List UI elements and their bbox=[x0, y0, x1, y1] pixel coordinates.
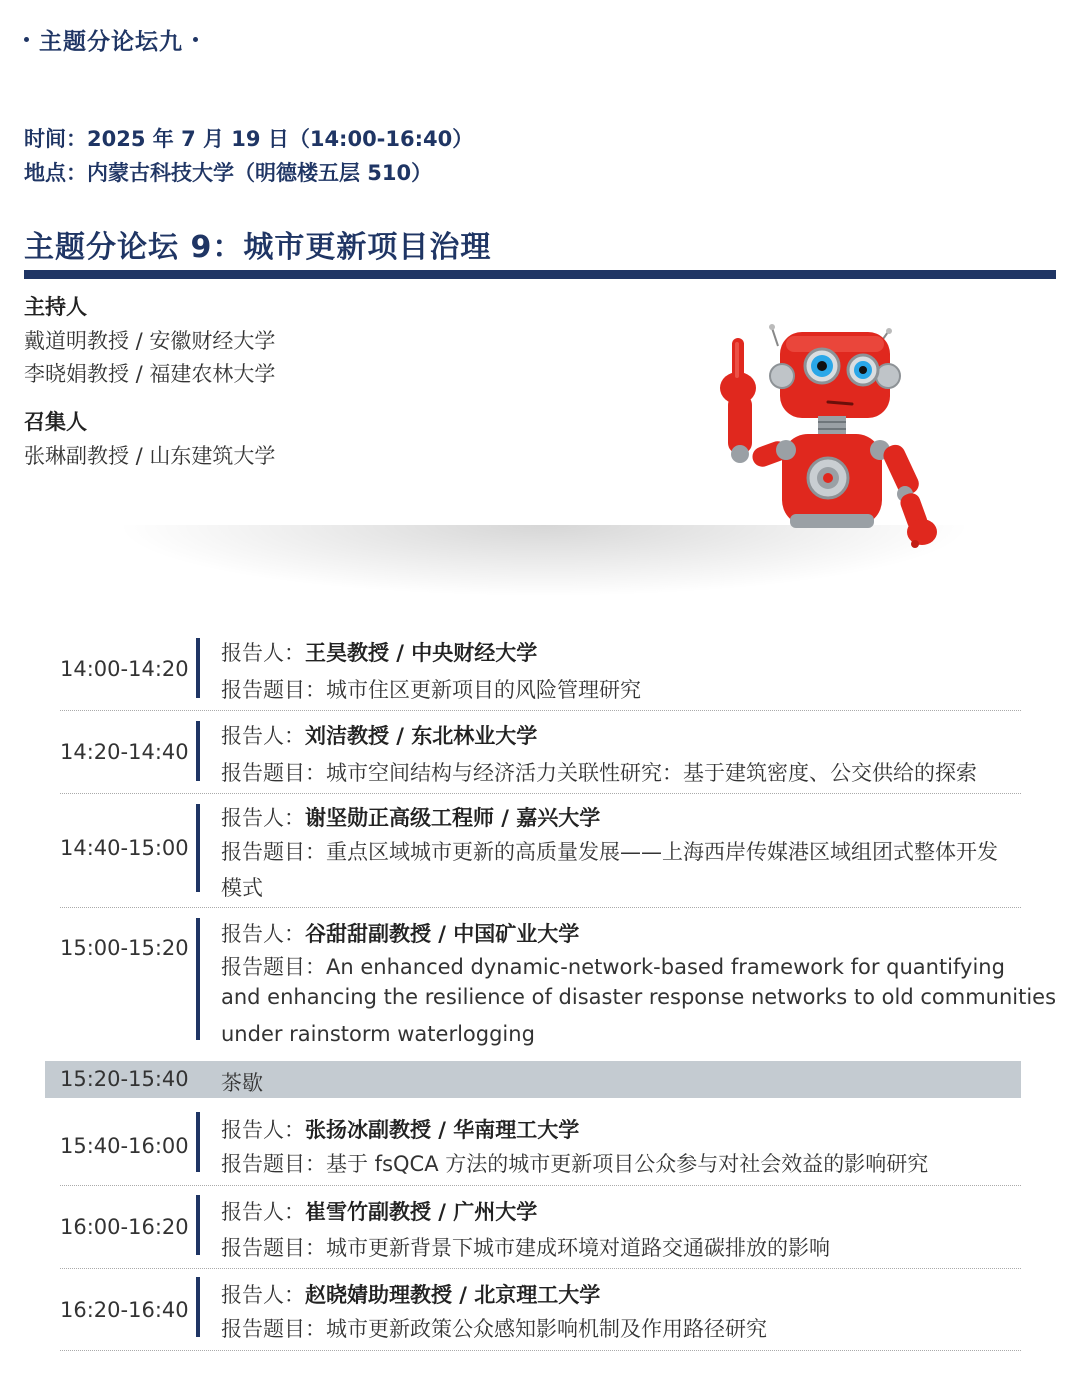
speaker-name: 张扬冰副教授 / 华南理工大学 bbox=[305, 1118, 580, 1142]
speaker-name: 王昊教授 / 中央财经大学 bbox=[305, 641, 538, 665]
topic-line: 报告题目：城市住区更新项目的风险管理研究 bbox=[221, 678, 641, 702]
session-time: 14:20-14:40 bbox=[60, 740, 189, 764]
topic-line: 报告题目：基于 fsQCA 方法的城市更新项目公众参与对社会效益的影响研究 bbox=[221, 1152, 929, 1176]
title-underline bbox=[24, 270, 1056, 279]
row-accent-bar bbox=[196, 638, 200, 698]
row-accent-bar bbox=[196, 918, 200, 1040]
host-1: 戴道明教授 / 安徽财经大学 bbox=[24, 329, 276, 353]
speaker-line: 报告人：崔雪竹副教授 / 广州大学 bbox=[221, 1200, 538, 1224]
speaker-name: 赵晓婧助理教授 / 北京理工大学 bbox=[305, 1283, 601, 1307]
tea-break-time: 15:20-15:40 bbox=[60, 1067, 189, 1091]
schedule-row-6 bbox=[45, 1190, 1021, 1268]
hosts-heading: 主持人 bbox=[24, 295, 87, 319]
topic-text: 城市更新政策公众感知影响机制及作用路径研究 bbox=[326, 1317, 767, 1341]
forum-tag-label: 主题分论坛九 bbox=[39, 28, 183, 55]
topic-text: 城市空间结构与经济活力关联性研究：基于建筑密度、公交供给的探索 bbox=[326, 761, 977, 785]
speaker-name: 崔雪竹副教授 / 广州大学 bbox=[305, 1200, 538, 1224]
speaker-line: 报告人：张扬冰副教授 / 华南理工大学 bbox=[221, 1118, 580, 1142]
speaker-line: 报告人：刘洁教授 / 东北林业大学 bbox=[221, 724, 538, 748]
conveners-heading: 召集人 bbox=[24, 410, 87, 434]
topic-text: 城市更新背景下城市建成环境对道路交通碳排放的影响 bbox=[326, 1236, 830, 1260]
topic-text: 重点区域城市更新的高质量发展——上海西岸传媒港区域组团式整体开发 bbox=[326, 840, 998, 864]
schedule-row-2 bbox=[45, 716, 1021, 794]
speaker-name: 谷甜甜副教授 / 中国矿业大学 bbox=[305, 922, 580, 946]
forum-title: 主题分论坛 9：城市更新项目治理 bbox=[24, 230, 492, 265]
row-accent-bar bbox=[196, 1112, 200, 1172]
schedule-row-3 bbox=[45, 798, 1021, 908]
session-time: 15:40-16:00 bbox=[60, 1134, 189, 1158]
session-time: 16:00-16:20 bbox=[60, 1215, 189, 1239]
row-separator bbox=[60, 793, 1021, 794]
topic-line-cont: and enhancing the resilience of disaster response networks to old communities bbox=[221, 985, 1057, 1009]
session-time: 14:40-15:00 bbox=[60, 836, 189, 860]
tag-dot-right bbox=[193, 37, 198, 42]
forum-tag bbox=[24, 22, 198, 56]
convener-1: 张琳副教授 / 山东建筑大学 bbox=[24, 444, 276, 468]
row-separator bbox=[60, 1268, 1021, 1269]
schedule-row-4 bbox=[45, 912, 1057, 1052]
tea-break-label: 茶歇 bbox=[221, 1071, 263, 1095]
topic-line: 报告题目：城市空间结构与经济活力关联性研究：基于建筑密度、公交供给的探索 bbox=[221, 761, 977, 785]
row-accent-bar bbox=[196, 1195, 200, 1255]
topic-line: 报告题目：城市更新政策公众感知影响机制及作用路径研究 bbox=[221, 1317, 767, 1341]
host-2: 李晓娟教授 / 福建农林大学 bbox=[24, 362, 276, 386]
row-accent-bar bbox=[196, 721, 200, 781]
topic-text: 城市住区更新项目的风险管理研究 bbox=[326, 678, 641, 702]
robot-illustration bbox=[700, 318, 950, 558]
time-line: 时间：2025 年 7 月 19 日（14:00-16:40） bbox=[24, 127, 474, 151]
speaker-line: 报告人：谢坚勋正高级工程师 / 嘉兴大学 bbox=[221, 806, 601, 830]
topic-text: An enhanced dynamic-network-based framework for quantifying bbox=[326, 955, 1005, 979]
row-separator bbox=[60, 710, 1021, 711]
speaker-line: 报告人：谷甜甜副教授 / 中国矿业大学 bbox=[221, 922, 580, 946]
row-separator bbox=[60, 1350, 1021, 1351]
tea-break-row bbox=[45, 1061, 1021, 1098]
session-time: 15:00-15:20 bbox=[60, 936, 189, 960]
topic-line-cont: under rainstorm waterlogging bbox=[221, 1022, 535, 1046]
speaker-name: 谢坚勋正高级工程师 / 嘉兴大学 bbox=[305, 806, 601, 830]
topic-line: 报告题目：An enhanced dynamic-network-based framework for quantifying bbox=[221, 955, 1005, 979]
topic-text: 基于 fsQCA 方法的城市更新项目公众参与对社会效益的影响研究 bbox=[326, 1152, 929, 1176]
place-line: 地点：内蒙古科技大学（明德楼五层 510） bbox=[24, 161, 433, 185]
schedule-row-7 bbox=[45, 1273, 1021, 1353]
topic-line: 报告题目：重点区域城市更新的高质量发展——上海西岸传媒港区域组团式整体开发 bbox=[221, 840, 998, 864]
session-time: 14:00-14:20 bbox=[60, 657, 189, 681]
topic-line-cont: 模式 bbox=[221, 876, 263, 900]
schedule-row-5 bbox=[45, 1108, 1021, 1186]
schedule-row-1 bbox=[45, 633, 1021, 711]
row-accent-bar bbox=[196, 804, 200, 892]
session-time: 16:20-16:40 bbox=[60, 1298, 189, 1322]
speaker-name: 刘洁教授 / 东北林业大学 bbox=[305, 724, 538, 748]
row-accent-bar bbox=[196, 1277, 200, 1337]
speaker-line: 报告人：赵晓婧助理教授 / 北京理工大学 bbox=[221, 1283, 601, 1307]
tag-dot-left bbox=[24, 37, 29, 42]
row-separator bbox=[60, 907, 1021, 908]
row-separator bbox=[60, 1185, 1021, 1186]
speaker-line: 报告人：王昊教授 / 中央财经大学 bbox=[221, 641, 538, 665]
topic-line: 报告题目：城市更新背景下城市建成环境对道路交通碳排放的影响 bbox=[221, 1236, 830, 1260]
